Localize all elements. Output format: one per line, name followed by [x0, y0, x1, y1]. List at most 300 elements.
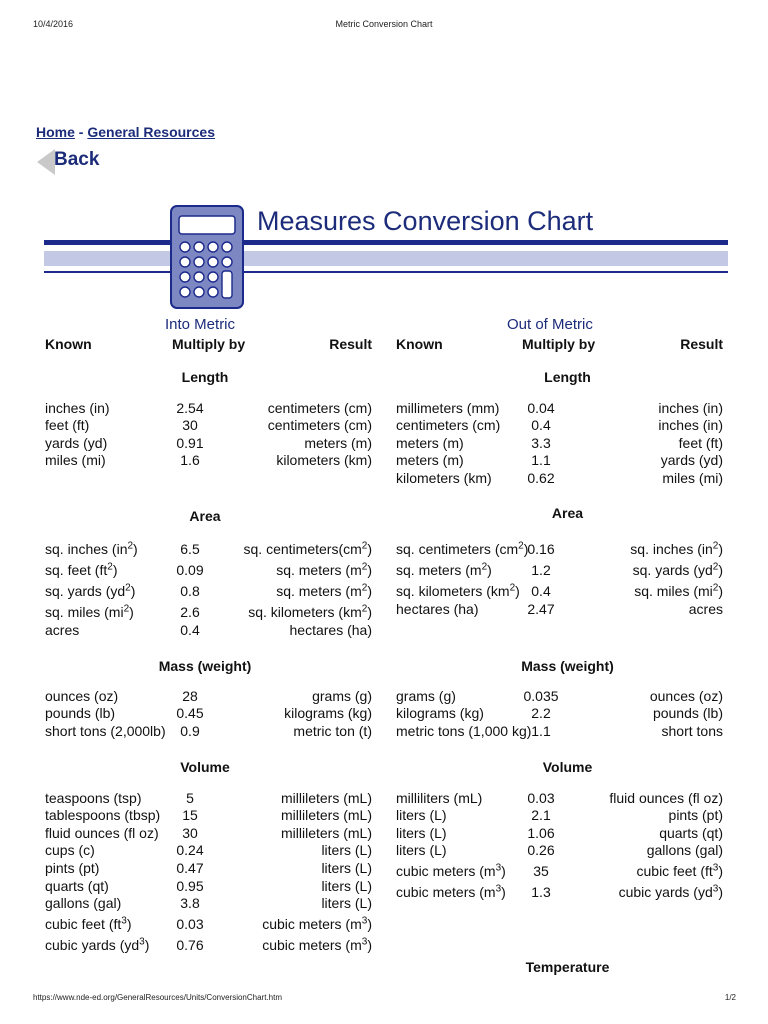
known-cell	[45, 807, 160, 823]
multiplier-text: 0.09	[176, 562, 204, 578]
known-cell-suffix: )	[129, 604, 134, 620]
result-cell-exponent: 2	[712, 561, 719, 573]
known-cell	[45, 583, 135, 599]
multiplier-text: 35	[533, 863, 549, 880]
result-cell-exponent: 2	[712, 540, 719, 552]
result-cell-text: cubic feet (ft	[636, 863, 713, 880]
table-row	[396, 538, 723, 559]
result-cell-text: liters (L)	[321, 895, 372, 912]
result-cell	[281, 825, 372, 841]
known-cell-suffix: )	[144, 937, 150, 954]
print-page-number: 1/2	[724, 993, 736, 1002]
result-cell-text: centimeters (cm)	[267, 399, 372, 416]
known-cell-suffix: )	[130, 583, 136, 599]
result-cell-text: millileters (mL)	[281, 789, 372, 806]
result-cell-exponent: 2	[712, 582, 719, 594]
known-cell-text: sq. centimeters (cm	[396, 541, 519, 557]
result-cell	[244, 541, 372, 557]
known-cell	[396, 842, 447, 858]
known-cell	[396, 863, 506, 879]
result-cell	[637, 863, 724, 879]
table-row	[45, 706, 372, 724]
result-cell-text: quarts (qt)	[659, 824, 723, 841]
back-arrow-icon	[37, 149, 55, 175]
multiplier-text: 0.62	[527, 469, 555, 486]
section-title-mass: Mass (weight)	[158, 658, 252, 674]
known-cell-text: milliliters (mL)	[396, 789, 483, 806]
result-cell-text: sq. centimeters(cm	[243, 541, 362, 557]
known-cell-suffix: )	[112, 562, 118, 578]
multiplier-text: 0.16	[527, 541, 555, 557]
header-result: Result	[680, 336, 723, 352]
known-cell-text: sq. kilometers (km	[396, 583, 510, 599]
table-row	[45, 538, 372, 559]
table-row	[45, 688, 372, 706]
table-row	[45, 790, 372, 808]
chart-title: Measures Conversion Chart	[257, 206, 594, 236]
known-cell-text: feet (ft)	[45, 417, 90, 434]
table-row	[45, 453, 372, 471]
known-cell-exponent: 2	[125, 582, 131, 594]
out-of-metric-title: Out of Metric	[507, 316, 593, 333]
result-cell	[248, 604, 372, 620]
known-cell-exponent: 2	[127, 540, 134, 552]
result-cell-exponent: 3	[712, 883, 719, 895]
known-cell-exponent: 3	[495, 883, 502, 895]
known-cell-suffix: )	[126, 916, 132, 933]
known-cell	[45, 452, 106, 468]
result-cell	[281, 807, 372, 823]
known-cell-text: pounds (lb)	[45, 705, 116, 722]
result-cell-text: meters (m)	[304, 434, 372, 451]
table-row	[45, 418, 372, 436]
multiplier-text: 1.6	[180, 452, 200, 469]
table-row	[396, 881, 723, 902]
known-cell	[45, 604, 134, 620]
multiplier-text: 2.47	[527, 600, 555, 617]
table-row	[396, 688, 723, 706]
result-cell	[659, 825, 723, 841]
multiplier-text: 1.1	[531, 452, 551, 469]
section-title-length: Length	[181, 369, 229, 385]
known-cell-text: teaspoons (tsp)	[45, 789, 142, 806]
result-cell-text: grams (g)	[312, 687, 372, 704]
back-button[interactable]	[37, 147, 117, 177]
table-row	[396, 825, 723, 843]
known-cell-text: sq. inches (in	[45, 541, 128, 557]
known-cell-exponent: 3	[139, 936, 145, 948]
known-cell-text: gallons (gal)	[45, 895, 122, 912]
result-cell-suffix: )	[718, 562, 723, 578]
known-cell-text: centimeters (cm)	[396, 417, 501, 434]
known-cell-text: short tons (2,000lb)	[45, 722, 166, 739]
section-title-mass: Mass (weight)	[521, 658, 614, 674]
table-row	[396, 418, 723, 436]
multiplier-text: 0.4	[531, 583, 551, 599]
result-cell-text: acres	[688, 600, 723, 617]
known-cell	[45, 895, 121, 911]
known-cell-text: metric tons (1,000 kg)	[396, 722, 532, 739]
table-row	[45, 896, 372, 914]
multiplier-text: 0.035	[523, 687, 559, 704]
result-cell	[669, 807, 723, 823]
known-cell	[396, 541, 528, 557]
known-cell	[45, 842, 95, 858]
result-cell-text: liters (L)	[321, 842, 372, 859]
section-title-volume: Volume	[180, 759, 230, 775]
multiplier-text: 1.3	[531, 884, 551, 901]
known-cell-exponent: 2	[107, 561, 113, 573]
multiplier-text: 15	[182, 807, 198, 824]
result-cell	[268, 400, 372, 416]
table-row	[45, 878, 372, 896]
result-cell-text: cubic meters (m	[262, 916, 362, 933]
multiplier-text: 3.3	[531, 434, 551, 451]
table-row	[396, 580, 723, 601]
header-known: Known	[396, 336, 443, 352]
known-cell-exponent: 3	[495, 862, 502, 874]
multiplier-text: 0.03	[176, 916, 204, 933]
result-cell-text: gallons (gal)	[646, 842, 723, 859]
section-title-area: Area	[189, 508, 221, 524]
known-cell-text: meters (m)	[396, 452, 464, 469]
known-cell-text: meters (m)	[396, 434, 464, 451]
result-cell	[619, 884, 723, 900]
result-cell-text: miles (mi)	[662, 469, 723, 486]
known-cell	[45, 790, 142, 806]
table-row	[45, 808, 372, 826]
known-cell-suffix: )	[133, 541, 138, 557]
known-cell-text: sq. meters (m	[396, 562, 482, 578]
result-cell-text: sq. yards (yd	[632, 562, 713, 578]
known-cell	[396, 417, 500, 433]
breadcrumb-separator: -	[78, 124, 84, 140]
result-cell-text: hectares (ha)	[289, 621, 372, 638]
result-cell	[653, 705, 723, 721]
table-row	[396, 790, 723, 808]
banner-rule-bottom	[44, 271, 728, 273]
table-row	[396, 400, 723, 418]
table-row	[45, 435, 372, 453]
known-cell-text: cubic feet (ft	[45, 916, 122, 933]
result-cell	[662, 723, 723, 739]
known-cell	[45, 878, 109, 894]
multiplier-text: 0.91	[176, 434, 204, 451]
result-cell-text: sq. meters (m	[276, 562, 362, 578]
known-cell	[45, 860, 99, 876]
print-url: https://www.nde-ed.org/GeneralResources/Units/ConversionChart.htm	[33, 993, 282, 1002]
table-row	[45, 934, 372, 955]
known-cell-exponent: 2	[509, 582, 516, 594]
table-row	[396, 706, 723, 724]
header-multiply: Multiply by	[522, 336, 596, 352]
section-title-temperature: Temperature	[525, 959, 610, 975]
result-cell	[276, 452, 372, 468]
known-cell	[396, 884, 506, 900]
known-cell-text: kilograms (kg)	[396, 705, 484, 722]
result-cell-text: sq. kilometers (km	[248, 604, 362, 620]
section-title-volume: Volume	[542, 759, 593, 775]
table-row	[396, 453, 723, 471]
known-cell-text: hectares (ha)	[396, 600, 479, 617]
multiplier-text: 0.9	[180, 722, 200, 739]
known-cell	[396, 562, 492, 578]
multiplier-text: 0.26	[527, 842, 555, 859]
known-cell-exponent: 3	[121, 915, 127, 927]
table-row	[396, 808, 723, 826]
known-cell	[396, 688, 456, 704]
known-cell-text: tablespoons (tbsp)	[45, 807, 161, 824]
result-cell	[304, 435, 372, 451]
known-cell-text: sq. feet (ft	[45, 562, 108, 578]
result-cell-text: short tons	[661, 722, 723, 739]
table-row	[45, 843, 372, 861]
multiplier-text: 0.8	[180, 583, 200, 599]
result-cell-text: liters (L)	[321, 877, 372, 894]
known-cell	[396, 583, 520, 599]
result-cell-suffix: )	[718, 863, 723, 880]
result-cell-text: centimeters (cm)	[267, 417, 372, 434]
known-cell	[45, 435, 107, 451]
print-date: 10/4/2016	[33, 19, 74, 29]
result-cell-text: fluid ounces (fl oz)	[609, 789, 723, 806]
known-cell-text: inches (in)	[45, 399, 110, 416]
known-cell	[396, 435, 464, 451]
result-cell-suffix: )	[718, 583, 723, 599]
result-cell-exponent: 2	[361, 582, 368, 594]
back-label: Back	[54, 149, 100, 170]
result-cell-exponent: 3	[712, 862, 719, 874]
breadcrumb	[36, 124, 215, 140]
result-cell-text: inches (in)	[658, 417, 723, 434]
result-cell-text: kilometers (km)	[276, 452, 372, 469]
known-cell	[396, 790, 482, 806]
result-cell-suffix: )	[367, 937, 372, 954]
multiplier-text: 1.1	[531, 722, 551, 739]
multiplier-text: 2.54	[176, 399, 204, 416]
header-multiply: Multiply by	[172, 336, 246, 352]
known-cell-exponent: 2	[481, 561, 488, 573]
result-cell	[262, 937, 372, 953]
section-title-area: Area	[551, 505, 584, 521]
multiplier-text: 5	[186, 789, 194, 806]
multiplier-text: 30	[182, 417, 198, 434]
known-cell-text: cups (c)	[45, 842, 95, 859]
known-cell	[45, 622, 79, 638]
result-cell	[658, 417, 723, 433]
result-cell	[321, 842, 372, 858]
result-cell	[650, 688, 723, 704]
table-row	[45, 559, 372, 580]
known-cell-text: kilometers (km)	[396, 469, 492, 486]
table-row	[396, 601, 723, 619]
known-cell	[45, 417, 89, 433]
result-cell-suffix: )	[718, 541, 723, 557]
multiplier-text: 2.2	[531, 705, 551, 722]
known-cell	[45, 916, 132, 932]
known-cell-text: cubic meters (m	[396, 863, 496, 880]
multiplier-text: 0.95	[176, 877, 204, 894]
home-link[interactable]: Home	[36, 124, 75, 140]
result-cell-text: sq. miles (mi	[634, 583, 713, 599]
result-cell-text: pounds (lb)	[652, 705, 723, 722]
result-cell-suffix: )	[367, 583, 372, 599]
table-row	[396, 860, 723, 881]
result-cell-text: cubic meters (m	[262, 937, 362, 954]
known-cell-text: yards (yd)	[45, 434, 108, 451]
table-row	[396, 559, 723, 580]
known-cell-text: liters (L)	[396, 842, 447, 859]
result-cell	[284, 705, 372, 721]
result-cell-exponent: 2	[361, 603, 368, 615]
known-cell-text: millimeters (mm)	[396, 399, 500, 416]
multiplier-text: 0.4	[180, 621, 200, 638]
known-cell-text: sq. miles (mi	[45, 604, 124, 620]
known-cell-text: pints (pt)	[45, 859, 100, 876]
result-cell	[630, 541, 723, 557]
result-cell-text: inches (in)	[658, 399, 723, 416]
result-cell-text: kilograms (kg)	[284, 705, 372, 722]
known-cell	[45, 400, 110, 416]
known-cell	[396, 723, 531, 739]
table-row	[45, 400, 372, 418]
result-cell	[321, 895, 372, 911]
known-cell-text: liters (L)	[396, 824, 447, 841]
table-row	[45, 601, 372, 622]
known-cell-suffix: )	[487, 562, 492, 578]
known-cell-text: quarts (qt)	[45, 877, 109, 894]
table-row	[45, 723, 372, 741]
known-cell	[396, 705, 484, 721]
known-cell-text: cubic yards (yd	[45, 937, 140, 954]
result-cell-suffix: )	[367, 604, 372, 620]
multiplier-text: 30	[182, 824, 198, 841]
print-title: Metric Conversion Chart	[335, 19, 433, 29]
multiplier-text: 2.1	[531, 807, 551, 824]
known-cell	[396, 601, 478, 617]
table-row	[45, 580, 372, 601]
known-cell-text: acres	[45, 621, 80, 638]
result-cell	[312, 688, 372, 704]
multiplier-text: 1.2	[531, 562, 551, 578]
multiplier-text: 6.5	[180, 541, 200, 557]
result-cell-text: liters (L)	[321, 859, 372, 876]
known-cell	[396, 825, 447, 841]
result-cell	[268, 417, 372, 433]
table-row	[396, 843, 723, 861]
result-cell	[321, 860, 372, 876]
known-cell-text: liters (L)	[396, 807, 447, 824]
result-cell	[276, 583, 372, 599]
known-cell-text: cubic meters (m	[396, 884, 496, 901]
known-cell-suffix: )	[501, 863, 506, 880]
result-cell-exponent: 3	[361, 936, 368, 948]
header-known: Known	[45, 336, 92, 352]
known-cell	[45, 723, 166, 739]
known-cell	[45, 541, 138, 557]
result-cell-text: cubic yards (yd	[618, 884, 713, 901]
multiplier-text: 28	[182, 687, 198, 704]
result-cell	[290, 622, 372, 638]
known-cell-text: fluid ounces (fl oz)	[45, 824, 159, 841]
result-cell	[689, 601, 723, 617]
result-cell-suffix: )	[367, 541, 372, 557]
result-cell	[281, 790, 372, 806]
result-cell	[662, 470, 723, 486]
result-cell	[658, 400, 723, 416]
known-cell	[396, 400, 499, 416]
known-cell	[396, 807, 447, 823]
known-cell	[45, 705, 115, 721]
known-cell-text: ounces (oz)	[45, 687, 119, 704]
multiplier-text: 0.24	[176, 842, 204, 859]
multiplier-text: 0.03	[527, 789, 555, 806]
result-cell-exponent: 2	[361, 540, 368, 552]
result-cell-suffix: )	[367, 916, 372, 933]
multiplier-text: 0.04	[527, 399, 555, 416]
multiplier-text: 3.8	[180, 895, 200, 912]
multiplier-text: 0.47	[176, 859, 204, 876]
result-cell-exponent: 2	[361, 561, 368, 573]
table-row	[45, 860, 372, 878]
known-cell-suffix: )	[501, 884, 506, 901]
result-cell	[661, 452, 723, 468]
into-metric-title: Into Metric	[165, 316, 236, 333]
result-cell	[679, 435, 723, 451]
result-cell-text: pints (pt)	[668, 807, 723, 824]
result-cell	[262, 916, 372, 932]
result-cell	[609, 790, 723, 806]
table-row	[45, 825, 372, 843]
result-cell	[647, 842, 723, 858]
known-cell	[45, 688, 118, 704]
header-result: Result	[329, 336, 372, 352]
result-cell	[633, 562, 723, 578]
known-cell-exponent: 2	[123, 603, 130, 615]
multiplier-text: 0.4	[531, 417, 551, 434]
result-cell-suffix: )	[718, 884, 723, 901]
multiplier-text: 0.76	[176, 937, 204, 954]
known-cell-exponent: 2	[518, 540, 524, 552]
known-cell	[45, 825, 159, 841]
table-row	[396, 723, 723, 741]
multiplier-text: 2.6	[180, 604, 200, 620]
result-cell	[634, 583, 723, 599]
table-row	[45, 622, 372, 640]
result-cell-text: millileters (mL)	[281, 807, 372, 824]
banner-rule-top	[44, 240, 728, 245]
known-cell-text: miles (mi)	[45, 452, 106, 469]
known-cell-text: sq. yards (yd	[45, 583, 126, 599]
known-cell	[396, 452, 464, 468]
result-cell	[293, 723, 372, 739]
result-cell-text: sq. meters (m	[276, 583, 362, 599]
known-cell-suffix: )	[515, 583, 520, 599]
section-title-length: Length	[544, 369, 591, 385]
known-cell	[45, 562, 117, 578]
result-cell-text: ounces (oz)	[649, 687, 723, 704]
general-resources-link[interactable]: General Resources	[87, 124, 215, 140]
known-cell	[45, 937, 149, 953]
banner-band	[44, 251, 728, 266]
result-cell-text: feet (ft)	[678, 434, 723, 451]
result-cell-text: metric ton (t)	[293, 722, 372, 739]
table-row	[396, 435, 723, 453]
table-row	[396, 470, 723, 488]
known-cell-text: grams (g)	[396, 687, 456, 704]
result-cell-text: millileters (mL)	[281, 824, 372, 841]
known-cell-suffix: )	[523, 541, 529, 557]
